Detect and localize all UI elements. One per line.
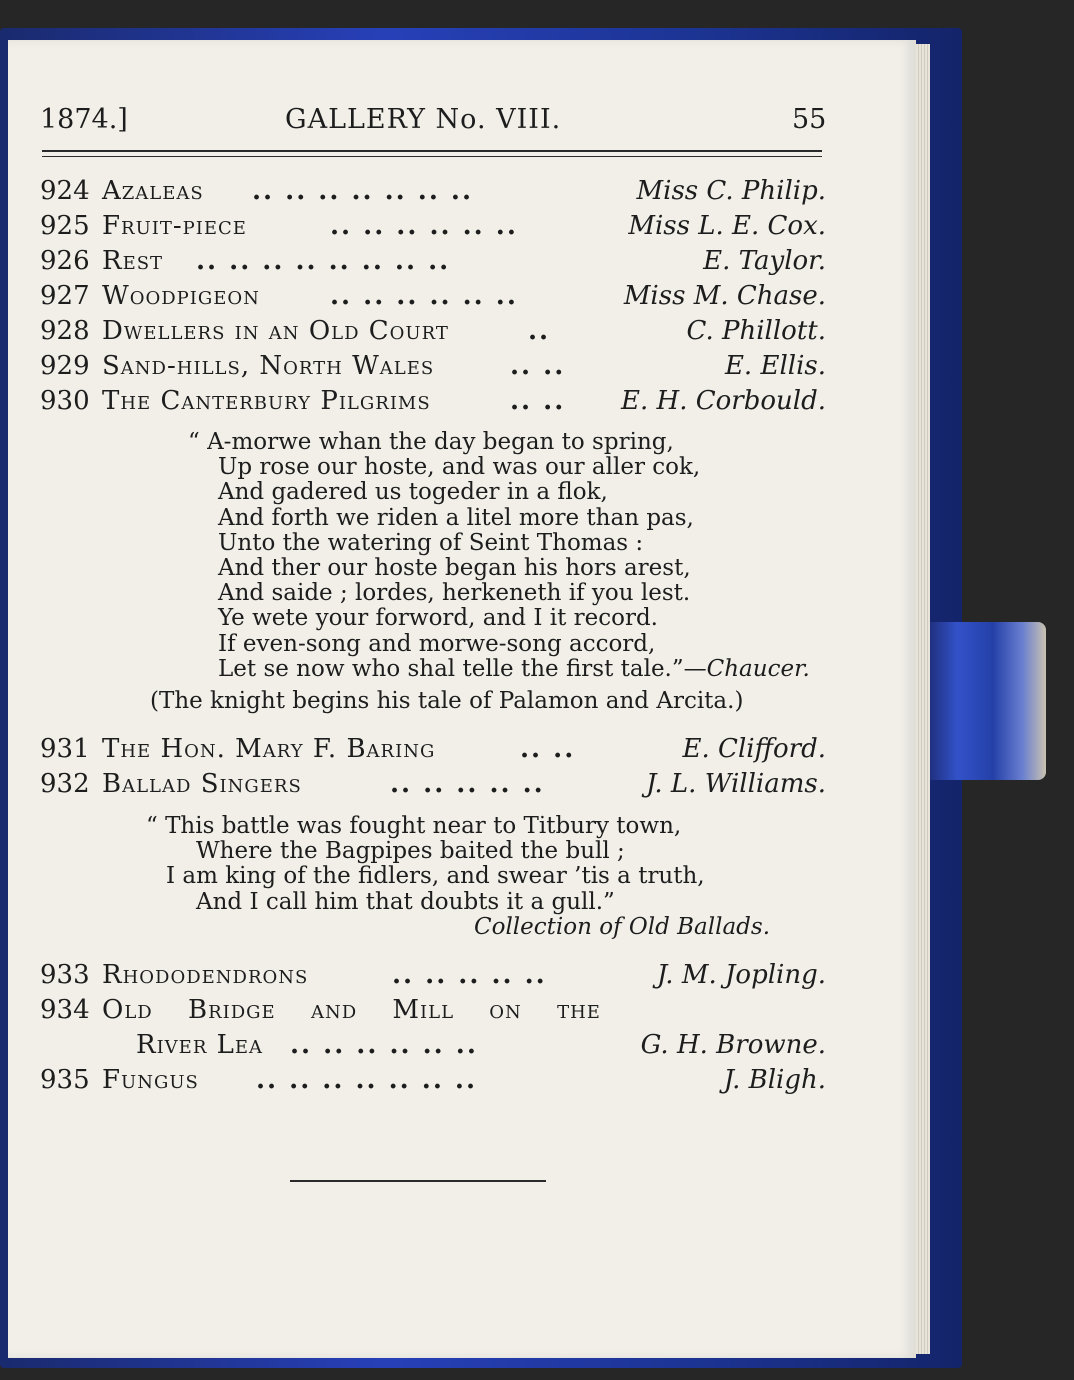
dot-leaders: .. .. (510, 351, 566, 381)
entry-number: 925 (40, 211, 90, 241)
poem-line: Where the Bagpipes baited the bull ; (196, 838, 625, 865)
entry-title: The Canterbury Pilgrims (102, 386, 431, 416)
catalogue-entry (40, 1065, 826, 1101)
entry-number: 929 (40, 351, 90, 381)
entry-title: Sand-hills, North Wales (102, 351, 435, 381)
entry-title: The Hon. Mary F. Baring (102, 734, 436, 764)
dot-leaders: .. .. .. .. .. .. .. (256, 1065, 478, 1095)
catalogue-entry (40, 176, 826, 212)
header-year: 1874.] (40, 104, 128, 135)
poem-quotation (188, 430, 810, 682)
entry-title: Azaleas (102, 176, 204, 206)
poem-line: I am king of the fidlers, and swear ’tis a truth, (166, 863, 705, 890)
catalogue-entry (40, 995, 826, 1031)
dot-leaders: .. .. .. .. .. .. .. (252, 176, 474, 206)
header-rule (42, 156, 822, 157)
entry-artist: C. Phillott. (686, 316, 826, 346)
poem-note: (The knight begins his tale of Palamon and Arcita.) (150, 688, 744, 714)
catalogue-entry (40, 769, 826, 805)
catalogue-entry-continued (40, 1030, 826, 1066)
entry-number: 931 (40, 734, 90, 764)
poem-line: “ A-morwe whan the day began to spring, (188, 429, 674, 455)
catalogue-entry (40, 316, 826, 352)
dot-leaders: .. .. .. .. .. (390, 769, 545, 799)
catalogue-entry (40, 386, 826, 422)
poem-line: And I call him that doubts it a gull.” (196, 888, 615, 915)
entry-title-continued: River Lea (136, 1030, 264, 1060)
poem-quotation (146, 814, 705, 915)
closing-rule (290, 1180, 546, 1182)
entry-number: 933 (40, 960, 90, 990)
entry-title: Rhododendrons (102, 960, 309, 990)
entry-artist: J. L. Williams. (645, 769, 826, 799)
entry-title: Woodpigeon (102, 281, 260, 311)
poem-attribution: Collection of Old Ballads. (474, 914, 771, 940)
entry-artist: E. Ellis. (724, 351, 826, 381)
running-title: GALLERY No. VIII. (285, 104, 562, 135)
entry-number: 928 (40, 316, 90, 346)
header-rule (42, 150, 822, 152)
poem-attribution: Chaucer. (706, 655, 810, 682)
entry-title: Rest (102, 246, 164, 276)
entry-number: 935 (40, 1065, 90, 1095)
entry-title: Fruit-piece (102, 211, 247, 241)
dot-leaders: .. .. .. .. .. .. (330, 211, 518, 241)
entry-number: 926 (40, 246, 90, 276)
entry-number: 930 (40, 386, 90, 416)
poem-line: Unto the watering of Seint Thomas : (218, 529, 644, 556)
entry-number: 927 (40, 281, 90, 311)
entry-artist: J. M. Jopling. (656, 960, 826, 990)
poem-line: If even-song and morwe-song accord, (218, 630, 656, 657)
catalogue-entry (40, 211, 826, 247)
dot-leaders: .. .. (520, 734, 576, 764)
dot-leaders: .. .. .. .. .. (392, 960, 547, 990)
dot-leaders: .. .. (510, 386, 566, 416)
entry-title: Dwellers in an Old Court (102, 316, 449, 346)
page-number: 55 (792, 104, 827, 135)
entry-artist: J. Bligh. (723, 1065, 826, 1095)
dot-leaders: .. (528, 316, 551, 346)
entry-number: 934 (40, 995, 90, 1025)
catalogue-entry (40, 351, 826, 387)
poem-line: And gadered us togeder in a flok, (218, 479, 608, 506)
entry-number: 932 (40, 769, 90, 799)
poem-line: Ye wete your forword, and I it record. (218, 605, 658, 632)
catalogue-entry (40, 246, 826, 282)
catalogue-entry (40, 734, 826, 770)
dot-leaders: .. .. .. .. .. .. (330, 281, 518, 311)
poem-line (188, 657, 810, 682)
entry-artist: Miss L. E. Cox. (628, 211, 826, 241)
poem-line: And saide ; lordes, herkeneth if you lest. (218, 580, 691, 607)
entry-artist: G. H. Browne. (640, 1030, 826, 1060)
catalogue-entry (40, 281, 826, 317)
poem-line: “ This battle was fought near to Titbury town, (146, 813, 682, 839)
dot-leaders: .. .. .. .. .. .. .. .. (196, 246, 451, 276)
catalogue-entry (40, 960, 826, 996)
poem-line: Up rose our hoste, and was our aller cok, (218, 454, 701, 481)
entry-number: 924 (40, 176, 90, 206)
entry-title: Ballad Singers (102, 769, 302, 799)
entry-artist: E. Taylor. (703, 246, 826, 276)
entry-artist: E. Clifford. (682, 734, 826, 764)
poem-line: And forth we riden a litel more than pas, (218, 504, 694, 531)
entry-artist: Miss C. Philip. (636, 176, 826, 206)
dot-leaders: .. .. .. .. .. .. (290, 1030, 478, 1060)
entry-title: Fungus (102, 1065, 199, 1095)
entry-artist: E. H. Corbould. (621, 386, 826, 416)
entry-title: Old Bridge and Mill on the (102, 995, 601, 1025)
poem-line-text: Let se now who shal telle the first tale.”— (218, 655, 707, 682)
entry-artist: Miss M. Chase. (623, 281, 826, 311)
poem-line: And ther our hoste began his hors arest, (218, 554, 691, 581)
